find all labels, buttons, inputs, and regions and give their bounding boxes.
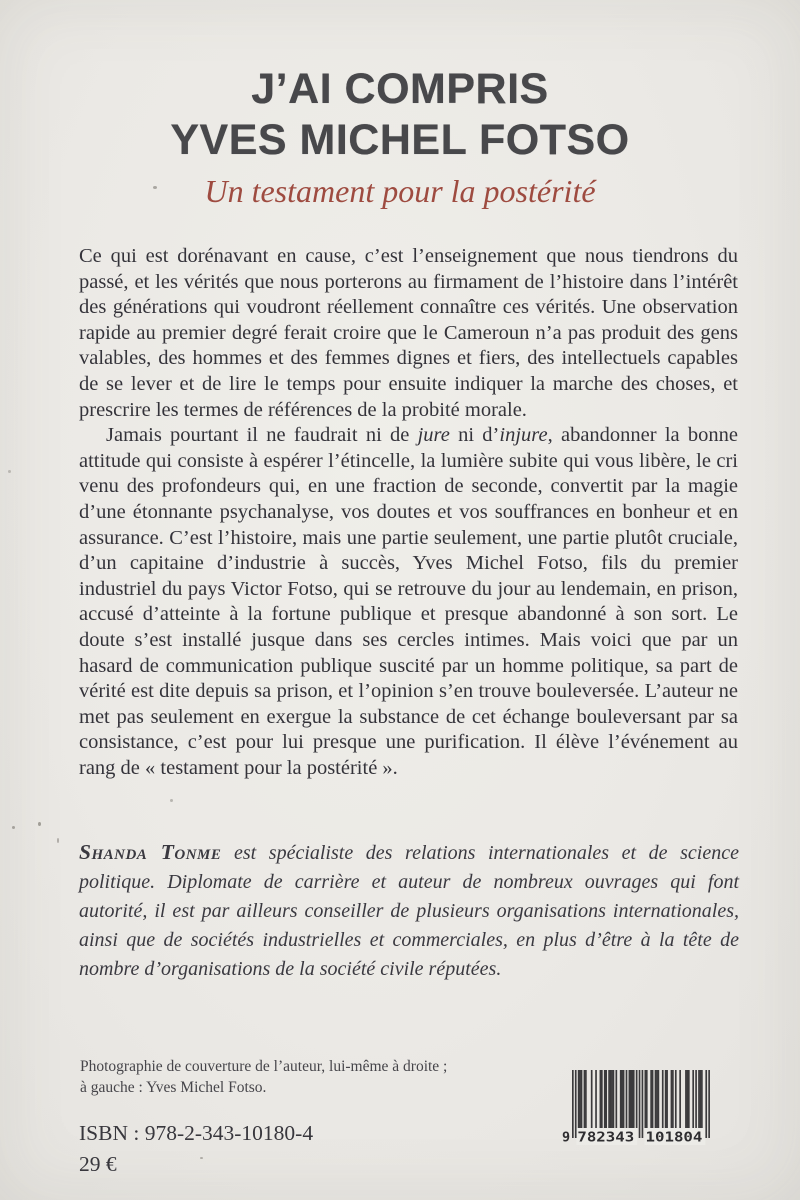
synopsis-paragraph-2-text: , abandonner la bonne attitude qui consiste à espérer l’étincelle, la lumière subite qui vous libère, le cri venu des profondeurs qui, en une fraction de seconde, convertit par la magie d’une étonnante psychanalyse, vos doutes et vos souffrances en bonheur et en assurance. C’est l’histoire, mais une partie seulement, une partie plutôt cruciale, d’un capitaine d’industrie à succès, Yves Michel Fotso, fils du premier industriel du pays Victor Fotso, qui se retrouve du jour au lendemain, en prison, accusé d’atteinte à la fortune publique et presque abandonné à son sort. Le doute s’est installé jusque dans ses cercles intimes. Mais voici que par un hasard de communication publique suscité par un homme politique, sa part de vérité est dite depuis sa prison, et l’opinion s’en trouve bouleversée. L’auteur ne met pas seulement en exergue la substance de cet échange bouleversant par sa consistance, c’est pour lui presque une purification. Il élève l’événement au rang de « testament pour la postérité ». bbox=[79, 424, 738, 779]
svg-text:9: 9 bbox=[562, 1129, 571, 1146]
book-title-line2: YVES MICHEL FOTSO bbox=[170, 116, 630, 164]
barcode-bars bbox=[562, 1066, 714, 1150]
photo-credit-line1: Photographie de couverture de l’auteur, lui-même à droite ; bbox=[80, 1058, 448, 1075]
italic-term-injure: injure bbox=[499, 424, 548, 447]
isbn-text: ISBN : 978-2-343-10180-4 bbox=[79, 1121, 314, 1145]
synopsis-paragraph-2 bbox=[79, 423, 738, 781]
italic-term-jure: jure bbox=[417, 424, 450, 447]
photo-credit bbox=[80, 1056, 447, 1098]
svg-text:101804: 101804 bbox=[645, 1129, 703, 1146]
scan-speckle bbox=[57, 838, 59, 843]
isbn-price-block bbox=[79, 1120, 313, 1178]
title-block bbox=[0, 64, 800, 210]
synopsis-paragraph-1: Ce qui est dorénavant en cause, c’est l’enseignement que nous tiendrons du passé, et les vérités que nous porterons au firmament de l’histoire dans l’intérêt des générations qui voudront réellement connaître ces vérités. Une observation rapide au premier degré ferait croire que le Cameroun n’a pas produit des gens valables, des hommes et des femmes dignes et fiers, des intellectuels capables de se lever et de lire le temps pour ensuite indiquer la marche des choses, et prescrire les termes de références de la probité morale. bbox=[79, 245, 738, 421]
scan-speckle bbox=[8, 470, 11, 473]
scan-speckle bbox=[38, 822, 41, 826]
scan-speckle bbox=[200, 1157, 203, 1159]
synopsis-paragraph-2-text: Jamais pourtant il ne faudrait ni de bbox=[106, 424, 418, 447]
scan-speckle bbox=[170, 799, 173, 802]
svg-text:782343: 782343 bbox=[577, 1129, 635, 1146]
price-text: 29 € bbox=[79, 1152, 117, 1176]
scan-speckle bbox=[153, 186, 157, 189]
synopsis-paragraph-2-text: ni d’ bbox=[449, 424, 500, 447]
author-bio bbox=[79, 838, 739, 984]
book-title-line1: J’AI COMPRIS bbox=[251, 65, 549, 113]
photo-credit-line2: à gauche : Yves Michel Fotso. bbox=[80, 1079, 267, 1096]
ean13-barcode bbox=[562, 1066, 714, 1150]
synopsis bbox=[79, 244, 738, 781]
book-subtitle: Un testament pour la postérité bbox=[204, 173, 596, 209]
scan-speckle bbox=[12, 826, 15, 829]
author-name: Shanda Tonme bbox=[79, 840, 222, 864]
author-bio-paragraph bbox=[79, 838, 739, 984]
author-bio-text: est spécialiste des relations internationales et de science politique. Diplomate de carrière et auteur de nombreux ouvrages qui font autorité, il est par ailleurs conseiller de plusieurs organisations internationales, ainsi que de sociétés industrielles et commerciales, en plus d’être à la tête de nombre d’organisations de la société civile réputées. bbox=[79, 842, 739, 980]
